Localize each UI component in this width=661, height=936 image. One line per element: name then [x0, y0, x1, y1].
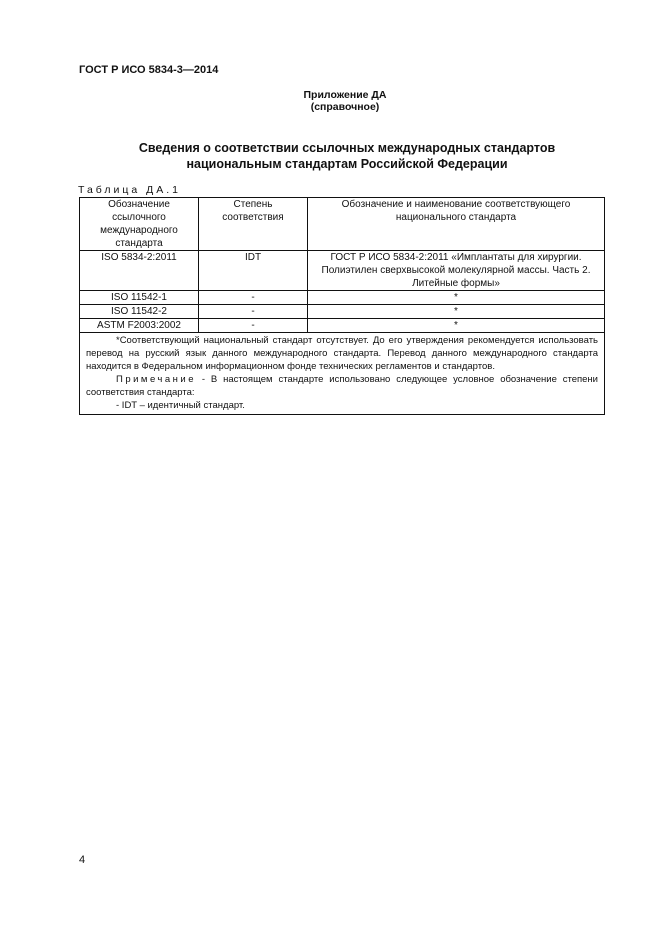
appendix-title: Приложение ДА	[303, 89, 387, 101]
cell-standard: ISO 11542-1	[80, 291, 199, 305]
cell-national: *	[308, 291, 605, 305]
cell-national: *	[308, 305, 605, 319]
cell-degree: IDT	[199, 251, 308, 291]
footnote-cell	[80, 333, 605, 415]
cell-national: *	[308, 319, 605, 333]
appendix-subtitle: (справочное)	[310, 101, 380, 113]
note-text: - В настоящем стандарте использовано следующее условное обозначение степени соответствия стандарта:	[86, 374, 598, 398]
cell-degree: -	[199, 319, 308, 333]
table-footnote-row	[80, 333, 605, 415]
cell-standard: ASTM F2003:2002	[80, 319, 199, 333]
cell-national: ГОСТ Р ИСО 5834-2:2011 «Имплантаты для хирургии. Полиэтилен сверхвысокой молекулярной массы. Часть 2. Литейные формы»	[308, 251, 605, 291]
cell-standard: ISO 5834-2:2011	[80, 251, 199, 291]
table-row	[80, 291, 605, 305]
table-row	[80, 305, 605, 319]
table-header-row	[80, 198, 605, 251]
document-code: ГОСТ Р ИСО 5834-3—2014	[79, 64, 219, 76]
footnote-text: *Соответствующий национальный стандарт отсутствует. До его утверждения рекомендуется использовать перевод на русский язык данного международного стандарта. Перевод данного международного стандарта находится в Федеральном информационном фонде технических регламентов и стандартов.	[86, 335, 598, 372]
correspondence-table	[79, 197, 605, 415]
cell-degree: -	[199, 291, 308, 305]
page-number: 4	[79, 854, 86, 866]
note-label: Примечание	[116, 374, 196, 385]
header-cell-degree: Степень соответствия	[199, 198, 308, 251]
cell-degree: -	[199, 305, 308, 319]
header-cell-standard: Обозначение ссылочного международного стандарта	[80, 198, 199, 251]
header-cell-national: Обозначение и наименование соответствующего национального стандарта	[308, 198, 605, 251]
section-title-line2: национальным стандартам Российской Федерации	[186, 157, 508, 171]
note-paragraph	[86, 373, 598, 399]
note-item: - IDT – идентичный стандарт.	[116, 400, 245, 411]
section-title-line1: Сведения о соответствии ссылочных международных стандартов	[138, 141, 556, 155]
table-row	[80, 251, 605, 291]
table-row	[80, 319, 605, 333]
cell-standard: ISO 11542-2	[80, 305, 199, 319]
table-caption: Таблица ДА.1	[78, 184, 181, 196]
